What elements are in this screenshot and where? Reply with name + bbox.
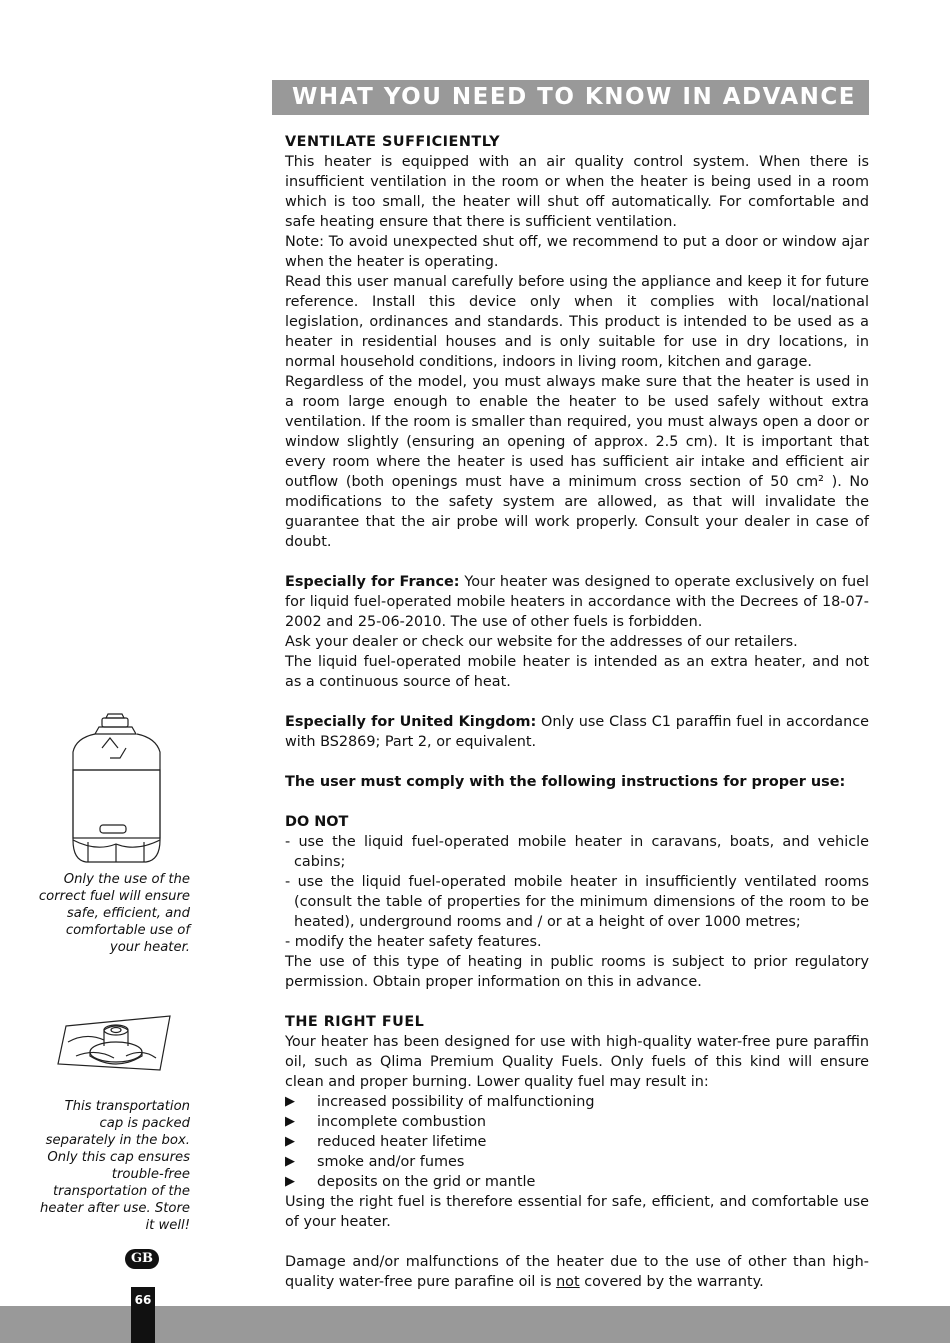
list-item: ▶ smoke and/or fumes [285,1154,465,1170]
france-text: Your heater was designed to operate exclusively on fuel for liquid fuel-operated mobile heaters in accordance with the Decrees of 18-07-2002 and 25-06-2010. The use of other fuels is forbidden. [285,574,869,630]
damage-paragraph: Damage and/or malfunctions of the heater due to the use of other than high-quality water-free pure parafine oil is not covered by the warranty. [285,1254,869,1290]
fuel-container-illustration [66,712,166,864]
ventilate-paragraph-3: Read this user manual carefully before using the appliance and keep it for future reference. Install this device only when it complies with local/national legislation, ordinances and standards. This product is intended to be used as a heater in residential houses and is only suitable for use in dry locations, in normal household conditions, indoors in living room, kitchen and garage. [285,274,869,370]
language-badge: GB [125,1249,159,1269]
france-paragraph-2: Ask your dealer or check our website for the addresses of our retailers. [285,634,798,650]
list-item: ▶ increased possibility of malfunctioning [285,1094,595,1110]
ventilate-note: Note: To avoid unexpected shut off, we recommend to put a door or window ajar when the heater is operating. [285,234,869,270]
fuel-intro: Your heater has been designed for use with high-quality water-free pure paraffin oil, such as Qlima Premium Quality Fuels. Only fuels of this kind will ensure clean and proper burning. Lower quality fuel may result in: [285,1034,869,1090]
uk-label: Especially for United Kingdom: [285,714,537,730]
donot-heading: DO NOT [285,814,349,830]
list-item: - modify the heater safety features. [285,934,542,950]
public-rooms-paragraph: The use of this type of heating in public rooms is subject to prior regulatory permission. Obtain proper information on this in advance. [285,954,869,990]
section-title: WHAT YOU NEED TO KNOW IN ADVANCE [292,84,857,110]
list-item: - use the liquid fuel-operated mobile heater in insufficiently ventilated rooms (consult the table of properties for the minimum dimensions of the room to be heated), underground rooms and / or at a height of over 1000 metres; [285,874,869,930]
ventilate-paragraph-1: This heater is equipped with an air quality control system. When there is insufficient ventilation in the room or when the heater is being used in a room which is too small, the heater will shut off automatically. For comfortable and safe heating ensure that there is sufficient ventilation. [285,154,869,230]
fuel-after: Using the right fuel is therefore essential for safe, efficient, and comfortable use of your heater. [285,1194,869,1230]
transportation-cap-illustration [56,1012,174,1076]
france-label: Especially for France: [285,574,460,590]
page-number: 66 [131,1287,155,1343]
section-title-banner [272,80,869,115]
uk-text: Only use Class C1 paraffin fuel in accordance with BS2869; Part 2, or equivalent. [285,714,869,750]
main-text-column [285,132,869,1332]
france-paragraph [285,572,869,632]
list-item: ▶ incomplete combustion [285,1114,486,1130]
list-item: ▶ reduced heater lifetime [285,1134,487,1150]
bullet-arrow-icon: ▶ [285,1094,295,1109]
ventilate-heading: VENTILATE SUFFICIENTLY [285,134,501,150]
bullet-arrow-icon: ▶ [285,1154,295,1169]
france-paragraph-3: The liquid fuel-operated mobile heater is intended as an extra heater, and not as a continuous source of heat. [285,654,869,690]
uk-paragraph [285,712,869,752]
cap-caption: This transportation cap is packed separately in the box. Only this cap ensures trouble-free transportation of the heater after use. Store it well! [40,1099,190,1233]
comply-statement: The user must comply with the following instructions for proper use: [285,774,846,790]
bullet-arrow-icon: ▶ [285,1114,295,1129]
list-item: - use the liquid fuel-operated mobile heater in caravans, boats, and vehicle cabins; [285,834,869,870]
ventilate-paragraph-4: Regardless of the model, you must always make sure that the heater is used in a room large enough to enable the heater to be used safely without extra ventilation. If the room is smaller than required, you must always open a door or window slightly (ensuring an opening of approx. 2.5 cm). It is important that every room where the heater is used has sufficient air intake and efficient air outflow (both openings must have a minimum cross section of 50 cm² ). No modifications to the safety system are allowed, as that will invalidate the guarantee that the air probe will work properly. Consult your dealer in case of doubt. [285,374,869,550]
fuel-heading: THE RIGHT FUEL [285,1014,425,1030]
bullet-arrow-icon: ▶ [285,1134,295,1149]
fuel-bullets [285,1092,869,1192]
bullet-arrow-icon: ▶ [285,1174,295,1189]
not-emphasis: not [556,1274,580,1290]
list-item: ▶ deposits on the grid or mantle [285,1174,536,1190]
fuel-caption: Only the use of the correct fuel will ensure safe, efficient, and comfortable use of your heater. [38,872,190,955]
donot-list [285,832,869,952]
